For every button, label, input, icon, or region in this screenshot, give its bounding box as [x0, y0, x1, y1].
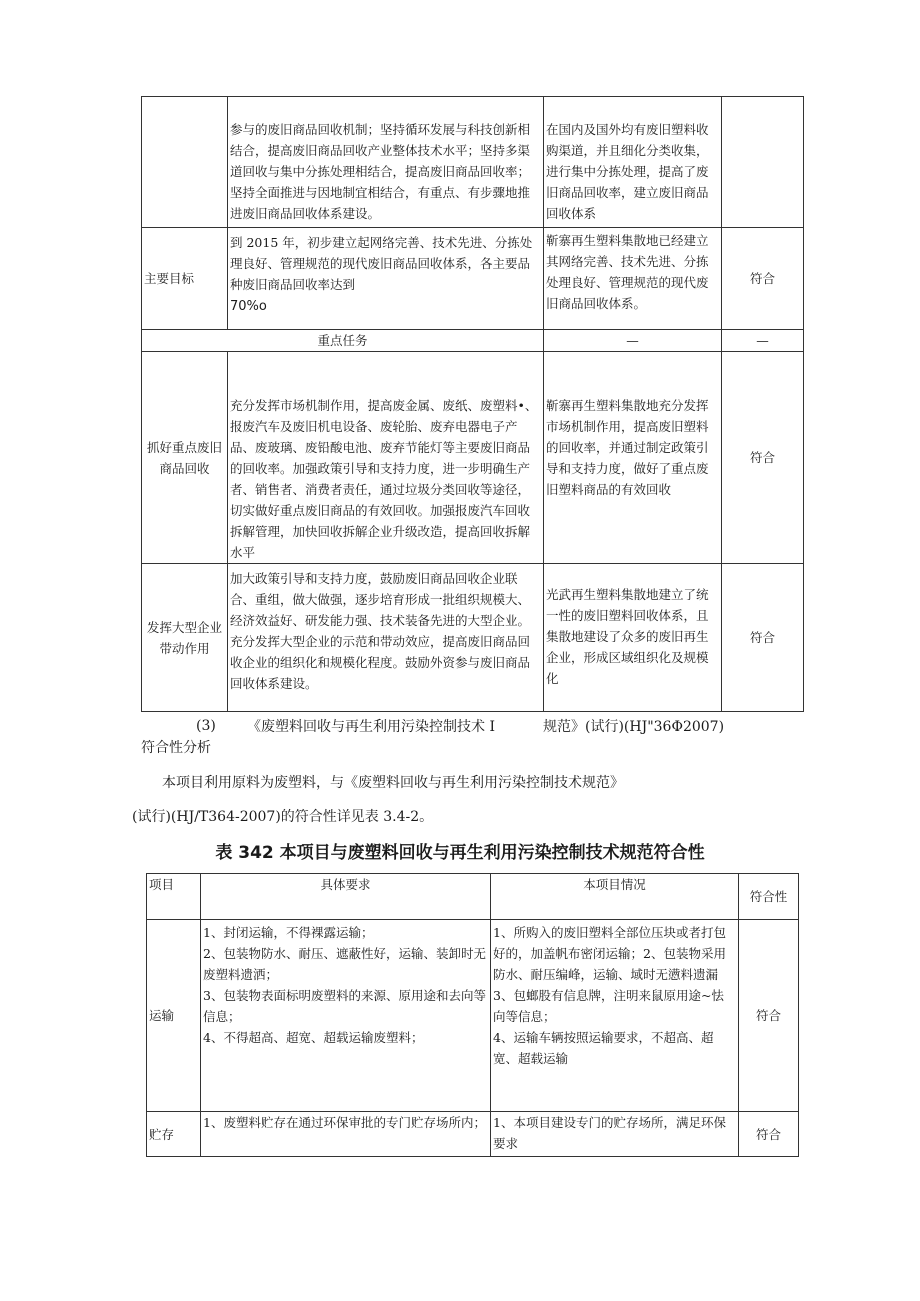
item-cell: 发挥大型企业带动作用 — [142, 564, 228, 712]
list-item: 1、所购入的废旧塑料全部位压块或者打包好的，加盖帆布密闭运输；2、包装物采用防水、耐压编峰，运输、域时无懑料遗漏 — [493, 925, 726, 982]
result-cell: 符合 — [722, 228, 804, 330]
situation-cell: 在国内及国外均有废旧塑料收购渠道，并且细化分类收集，进行集中分拣处理，提高了废旧商品回收率，建立废旧商品回收体系 — [544, 97, 722, 228]
requirement-text: 到 2015 年，初步建立起网络完善、技术先进、分拣处理良好、管理规范的现代废旧商品回收体系，各主要品种废旧商品回收率达到 — [230, 235, 533, 292]
situation-cell: — — [544, 330, 722, 352]
paragraph-line-2: (试行)(HJ/T364-2007)的符合性详见表 3.4-2。 — [132, 809, 434, 825]
compliance-table-1 — [141, 96, 804, 712]
situation-cell: 1、本项目建设专门的贮存场所，满足环保要求 — [491, 1112, 739, 1157]
situation-cell: 靳寨再生塑料集散地充分发挥市场机制作用，提高废旧塑料的回收率，并通过制定政策引导和支持力度，做好了重点废旧塑料商品的有效回收 — [544, 352, 722, 564]
requirement-cell: 充分发挥市场机制作用，提高废金属、废纸、废塑料•、报废汽车及废旧机电设备、废轮胎、废弃电器电子产品、废玻璃、废铅酸电池、废弃节能灯等主要废旧商品的回收率。加强政策引导和支持力度，进一步明确生产者、销售者、消费者责任，通过垃圾分类回收等途径，切实做好重点废旧商品的有效回收。加强报废汽车回收拆解管理，加快回收拆解企业升级改造，提高回收拆解水平 — [228, 352, 544, 564]
table-row — [142, 330, 804, 352]
section-subtitle: 符合性分析 — [141, 740, 211, 756]
item-cell: 重点任务 — [142, 330, 544, 352]
requirement-cell: 参与的废旧商品回收机制；坚持循环发展与科技创新相结合，提高废旧商品回收产业整体技术水平；坚持多渠道回收与集中分拣处理相结合，提高废旧商品回收率；坚持全面推进与因地制宜相结合，有重点、有步骤地推进废旧商品回收体系建设。 — [228, 97, 544, 228]
requirement-cell — [228, 228, 544, 330]
situation-cell: 靳寨再生塑料集散地已经建立其网络完善、技术先进、分拣处理良好、管理规范的现代废旧商品回收体系。 — [544, 228, 722, 330]
table-row — [142, 97, 804, 228]
item-cell: 贮存 — [147, 1112, 201, 1157]
list-item: 3、包装物表面标明废塑料的来源、原用途和去向等信息； — [203, 988, 486, 1024]
item-cell: 抓好重点废旧商品回收 — [142, 352, 228, 564]
item-cell: 主要目标 — [142, 228, 228, 330]
result-cell: 符合 — [739, 920, 799, 1112]
result-cell — [722, 97, 804, 228]
requirement-cell — [201, 920, 491, 1112]
situation-cell: 光武再生塑料集散地建立了统一性的废旧塑料回收体系，且集散地建设了众多的废旧再生企业，形成区域组织化及规模化 — [544, 564, 722, 712]
result-cell: 符合 — [722, 564, 804, 712]
table-row — [142, 564, 804, 712]
header-situation: 本项目情况 — [491, 874, 739, 920]
situation-cell — [491, 920, 739, 1112]
item-cell — [142, 97, 228, 228]
list-item: 1、封闭运输，不得裸露运输； — [203, 925, 374, 940]
header-requirement: 具体要求 — [201, 874, 491, 920]
item-cell: 运输 — [147, 920, 201, 1112]
requirement-cell: 加大政策引导和支持力度，鼓励废旧商品回收企业联合、重组，做大做强，逐步培育形成一批组织规模大、经济效益好、研发能力强、技术装备先进的大型企业。充分发挥大型企业的示范和带动效应，提高废旧商品回收企业的组织化和规模化程度。鼓励外资参与废旧商品回收体系建设。 — [228, 564, 544, 712]
paragraph-line-1: 本项目利用原料为废塑料，与《废塑料回收与再生利用污染控制技术规范》 — [162, 775, 624, 791]
list-item: 2、包装物防水、耐压、遮蔽性好，运输、装卸时无废塑料遗洒； — [203, 946, 486, 982]
table-header-row — [147, 874, 799, 920]
list-item: 4、运输车辆按照运输要求，不超高、超宽、超载运输 — [493, 1030, 714, 1066]
result-cell: 符合 — [739, 1112, 799, 1157]
compliance-table-2 — [146, 873, 799, 1157]
result-cell: 符合 — [722, 352, 804, 564]
header-result: 符合性 — [739, 874, 799, 920]
table-row — [142, 352, 804, 564]
result-cell: — — [722, 330, 804, 352]
table-row — [147, 920, 799, 1112]
table-row — [147, 1112, 799, 1157]
section-title: 《废塑料回收与再生利用污染控制技术 I — [247, 719, 495, 735]
list-item: 4、不得超高、超宽、超载运输废塑料； — [203, 1030, 424, 1045]
list-item: 3、包螂股有信息牌，注明来鼠原用途~怯向等信息； — [493, 988, 724, 1024]
requirement-cell: 1、废塑料贮存在通过环保审批的专门贮存场所内； — [201, 1112, 491, 1157]
table-caption: 表 342 本项目与废塑料回收与再生利用污染控制技术规范符合性 — [215, 843, 705, 863]
requirement-percent: 70%o — [230, 299, 267, 314]
table-row — [142, 228, 804, 330]
section-title-tail: 规范》(试行)(HJ"36Φ2007) — [543, 719, 725, 735]
header-item: 项目 — [147, 874, 201, 920]
section-number: (3) — [196, 718, 216, 734]
